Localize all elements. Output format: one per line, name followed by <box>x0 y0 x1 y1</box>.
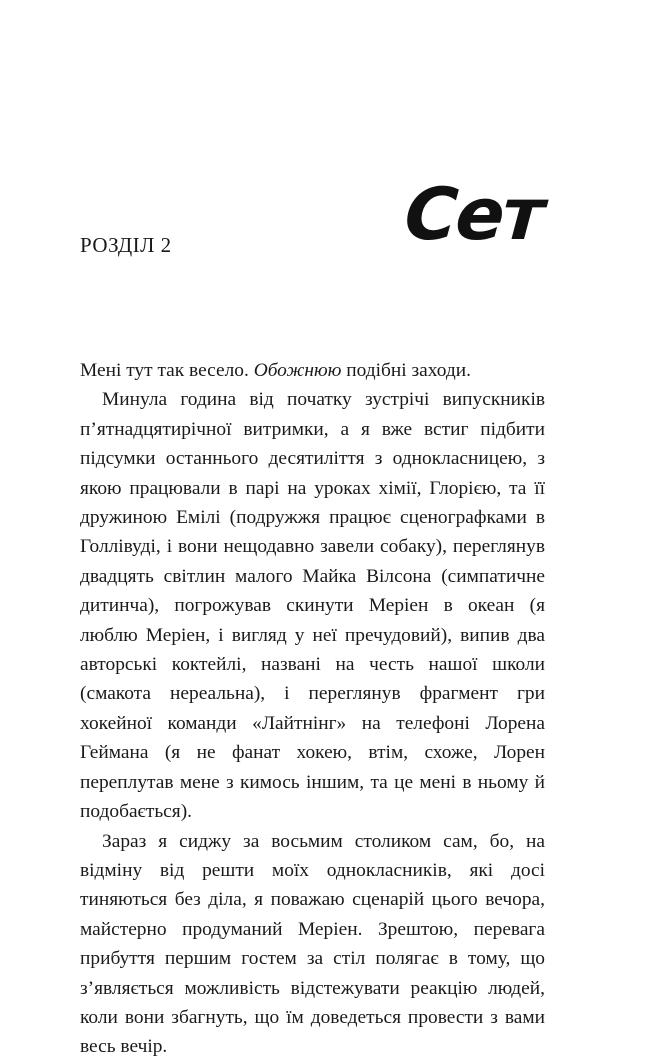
chapter-body-text <box>80 356 545 1062</box>
paragraph-1-start: Мені тут так весело. <box>80 360 254 381</box>
paragraph-3: Зараз я сиджу за восьмим столиком сам, бо, на відміну від решти моїх однокласників, які досі тиняються без діла, я поважаю сценарій цього вечора, майстерно продуманий Меріен. Зрештою, перевага прибуття першим гостем за стіл полягає в тому, що з’являється можливість відстежувати реакцію людей, коли вони збагнуть, що їм доведеться провести з вами весь вечір. <box>80 830 545 1058</box>
paragraph-1-end: подібні заходи. <box>341 360 471 381</box>
paragraph-1 <box>80 356 545 385</box>
paragraph-1-emphasis: Обожнюю <box>253 360 342 381</box>
chapter-number-label: РОЗДІЛ 2 <box>80 233 172 257</box>
chapter-title: Сет <box>401 172 545 256</box>
paragraph-2: Минула година від початку зустрічі випускників п’ятнадцятирічної витримки, а я вже встиг підбити підсумки останнього десятиліття з однокласницею, з якою працювали в парі на уроках хімії, Глорією, та її дружиною Емілі (подружжя працює сценографками в Голлівуді, і вони нещодавно завели собаку), переглянув двадцять світлин малого Майка Вілсона (симпатичне дитинча), погрожував скинути Меріен в океан (я люблю Меріен, і вигляд у неї пречудовий), випив два авторські коктейлі, названі на честь нашої школи (смакота нереальна), і переглянув фрагмент гри хокейної команди «Лайтнінг» на телефоні Лорена Геймана (я не фанат хокею, втім, схоже, Лорен переплутав мене з кимось іншим, та це мені в ньому й подобається). <box>80 389 545 823</box>
